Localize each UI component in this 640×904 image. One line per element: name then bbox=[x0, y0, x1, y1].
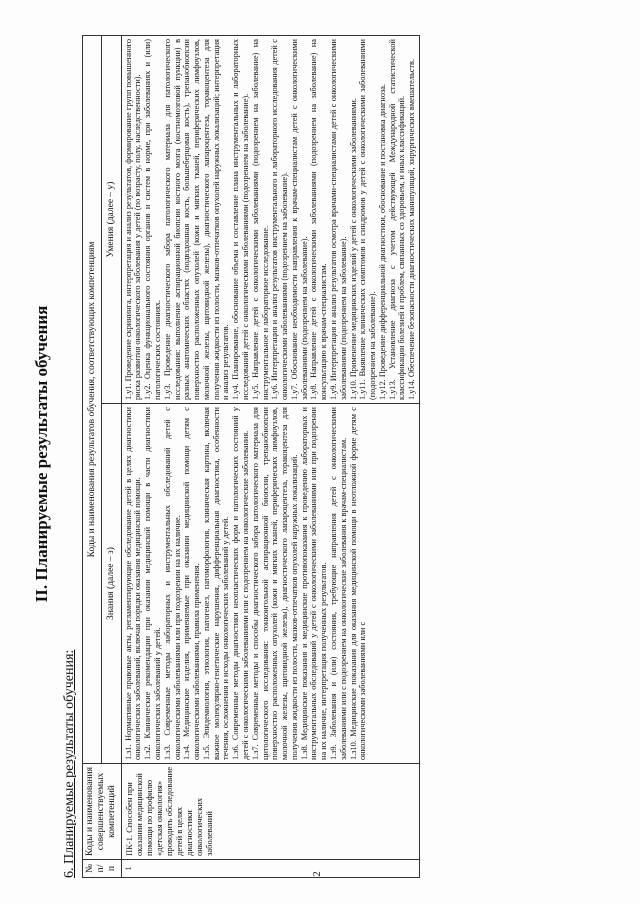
table-row bbox=[121, 36, 419, 878]
knowledge-item: 1.з10. Медицинские показания для оказания медицинской помощи в неотложной форме детям с онкологическими заболеваниями или с bbox=[348, 407, 368, 760]
header-skills: Умения (далее – у) bbox=[102, 36, 121, 404]
knowledge-item: 1.з1. Нормативные правовые акты, регламентирующие обследование детей в целях диагностики онкологических заболеваний, включая порядки оказания медицинской помощи. bbox=[123, 407, 143, 760]
knowledge-item: 1.з4. Медицинские изделия, применяемые при оказании медицинской помощи детям с онкологическими заболеваниями, правила применения. bbox=[182, 407, 202, 760]
skill-item: 1.у5. Направление детей с онкологическими заболеваниями (подозрением на заболевание) на инструментальное и лабораторное исследование. bbox=[250, 39, 270, 400]
skill-item: 1.у1. Проведение скрининга, интерпретация и анализ результатов, формирование групп повышенного риска развития онкологического заболевания у детей (по возрасту, полу, наследственности). bbox=[123, 39, 143, 400]
knowledge-item: 1.з7. Современные методы и способы диагностического забора патологического материала для цитологического исследования: тонкоигольной аспирационной биопсии, трепанобиопсии поверхностно расположенных опухолей (кожи и мягких тканей, периферических лимфоузлов, молочной железы, щитовидной железы), диагностического лапароцентеза, торакоцентеза для получения жидкости из полости, мазков-отпечатков опухолей наружных локализаций. bbox=[250, 407, 299, 760]
knowledge-item: 1.з8. Медицинские показания и медицинские противопоказания к проведению лабораторных и инструментальных обследований у детей с онкологическими заболеваниями или при подозрении на их наличие, интерпретация полученных результатов. bbox=[299, 407, 329, 760]
skill-item: 1.у7. Обоснование необходимости направления к врачам-специалистам детей с онкологическими заболеваниями (подозрением на заболевание). bbox=[289, 39, 309, 400]
skill-item: 1.у2. Оценка функционального состояния органов и систем в норме, при заболеваниях и (или) патологических состояниях. bbox=[143, 39, 162, 400]
knowledge-item: 1.з2. Клинические рекомендации при оказании медицинской помощи в части диагностики онкологических заболеваний у детей. bbox=[143, 407, 162, 760]
competency-cell: ПК-1. Способен при оказании медицинской помощи по профилю «детская онкология» проводить обследование детей в целях диагностики онкологических заболеваний bbox=[121, 764, 419, 860]
rotated-content bbox=[20, 24, 620, 884]
header-results-group: Коды и наименования результатов обучения, соответствующих компетенциям bbox=[83, 36, 102, 764]
skill-item: 1.у10. Применение медицинских изделий у детей с онкологическими заболеваниями. bbox=[348, 98, 358, 400]
section-title: II. Планируемые результаты обучения bbox=[32, 305, 51, 603]
skill-item: 1.у14. Обеспечение безопасности диагностических манипуляций, хирургических вмешательств. bbox=[407, 58, 417, 400]
knowledge-cell bbox=[121, 404, 419, 764]
skill-item: 1.у9. Интерпретация и анализ результатов осмотра врачами-специалистами детей с онкологическими заболеваниями (подозрением на заболевание). bbox=[329, 39, 348, 400]
page-number: 2 bbox=[310, 871, 323, 877]
competency-table bbox=[82, 35, 420, 878]
header-num: № п/п bbox=[83, 860, 122, 878]
skill-item: 1.у11. Выявление клинических симптомов и синдромов у детей с онкологическими заболеваниями (подозрением на заболевание). bbox=[358, 39, 378, 400]
knowledge-item: 1.з6. Современные методы диагностики неопластических форм и патологических состояний у детей с онкологическими заболеваниями или с подозрением на онкологические заболевания. bbox=[231, 407, 250, 760]
skill-item: 1.у6. Интерпретация и анализ результатов инструментального и лабораторного исследования детей с онкологическими заболеваниями (подозрением на заболевание). bbox=[270, 39, 290, 400]
knowledge-item: 1.з9. Заболевания и (или) состояния, требующие направления детей с онкологическими заболеваниями или с подозрением на онкологические заболевания к врачам-специалистам. bbox=[329, 407, 348, 760]
skill-item: 1.у4. Планирование, обоснование объема и составление плана инструментальных и лабораторных исследований детей с онкологическими заболеваниями (подозрением на заболевание). bbox=[231, 39, 250, 400]
header-knowledge: Знания (далее – з) bbox=[102, 404, 121, 764]
skills-cell bbox=[121, 36, 419, 404]
subsection-title: 6. Планируемые результаты обучения: bbox=[62, 649, 77, 878]
skill-item: 1.у13. Установление диагноза с учетом действующей Международной статистической классификации болезней и проблем, связанных со здоровьем, и иных классификаций. bbox=[387, 39, 407, 400]
knowledge-item: 1.з3. Современные методы лабораторных и инструментальных обследований детей с онкологическими заболеваниями или при подозрении на их наличие. bbox=[162, 407, 182, 760]
header-code: Коды и наименования совершенствуемых компетенций bbox=[83, 764, 122, 860]
knowledge-item: 1.з5. Эпидемиология, этиология, патогенез, патоморфология, клиническая картина, включая важное молекулярно-генетические нарушения, дифференциальная диагностика, особенности течения, осложнения и исходы онкологических заболеваний у детей. bbox=[201, 407, 231, 760]
row-number: 1 bbox=[121, 860, 419, 878]
skill-item: 1.у8. Направление детей с онкологическими заболеваниями (подозрением на заболевание) на консультацию к врачам-специалистам. bbox=[309, 39, 329, 400]
skill-item: 1.у12. Проведение дифференциальной диагностики, обоснование и постановка диагноза. bbox=[377, 83, 387, 400]
skill-item: 1.у3. Проведение диагностического забора патологического материала для патологического исследования: выполнение аспирационной биопсии костного мозга (костномозговой пункции) в разных анатомических областях (подвздошная кость, большеберцовая кость), трепанобиопсии поверхностно расположенных опухолей (кожи и мягких тканей, периферических лимфоузлов, молочной железы, щитовидной железы), диагностического лапароцентеза, торакоцентеза для получения жидкости из полости, мазков-отпечатков опухолей наружных локализаций; интерпретация и анализ результатов. bbox=[162, 39, 231, 400]
